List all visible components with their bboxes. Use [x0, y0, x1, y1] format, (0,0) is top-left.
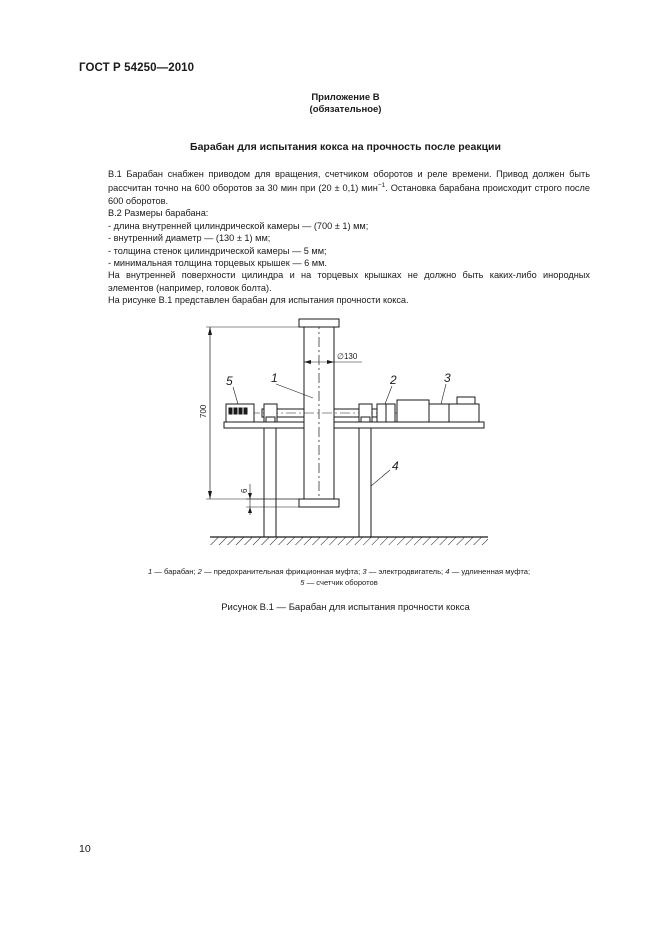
b1-text-part2: . Остановка барабана происходит строго после 600 оборотов. [108, 183, 590, 206]
appendix-status: (обязательное) [309, 103, 382, 115]
label-3: 3 [444, 371, 451, 385]
paragraph-figure-reference: На рисунке В.1 представлен барабан для испытания прочности кокса. [108, 295, 409, 306]
appendix-title: Приложение В [311, 92, 380, 103]
dimension-item: - минимальная толщина торцевых крышек — 6 мм. [108, 257, 327, 268]
bottom-cover [299, 499, 339, 507]
dimension-item: - толщина стенок цилиндрической камеры — 5 мм; [108, 245, 327, 256]
b1-superscript: −1 [377, 182, 386, 190]
page-number: 10 [79, 843, 91, 855]
dimension-item: - длина внутренней цилиндрической камеры — (700 ± 1) мм; [108, 220, 369, 231]
label-4: 4 [392, 459, 399, 473]
section-title: Барабан для испытания кокса на прочность после реакции [190, 141, 501, 153]
top-cover [299, 319, 339, 327]
paragraph-b2: В.2 Размеры барабана: [108, 208, 209, 219]
platform [224, 422, 484, 428]
label-1: 1 [271, 371, 278, 385]
b1-text-part1: В.1 Барабан снабжен приводом для вращения, счетчиком оборотов и реле времени. Привод должен быть рассчитан точно на 600 оборотов за 30 мин при (20 ± 0,1) мин [108, 169, 590, 194]
ground-hatch [210, 537, 488, 545]
paragraph-inner-surface: На внутренней поверхности цилиндра и на торцевых крышках не должно быть каких-либо инородных элементов (например, головок болта). [108, 270, 590, 293]
cover-thickness-label: 6 [240, 488, 249, 493]
right-leg [359, 422, 371, 537]
label-2: 2 [390, 373, 397, 387]
dimension-item: - внутренний диаметр — (130 ± 1) мм; [108, 233, 271, 244]
left-leg [264, 422, 276, 537]
standard-number: ГОСТ Р 54250—2010 [79, 62, 195, 74]
length-label: 700 [199, 404, 208, 418]
figure-caption: Рисунок В.1 — Барабан для испытания прочности кокса [221, 602, 470, 613]
label-5: 5 [226, 374, 233, 388]
diameter-label: ∅130 [337, 352, 358, 361]
electric-motor [397, 400, 429, 422]
figure-legend: 1 — барабан; 2 — предохранительная фрикционная муфта; 3 — электродвигатель; 4 — удлиненная муфта; 5 — счетчик оборотов [147, 567, 531, 587]
